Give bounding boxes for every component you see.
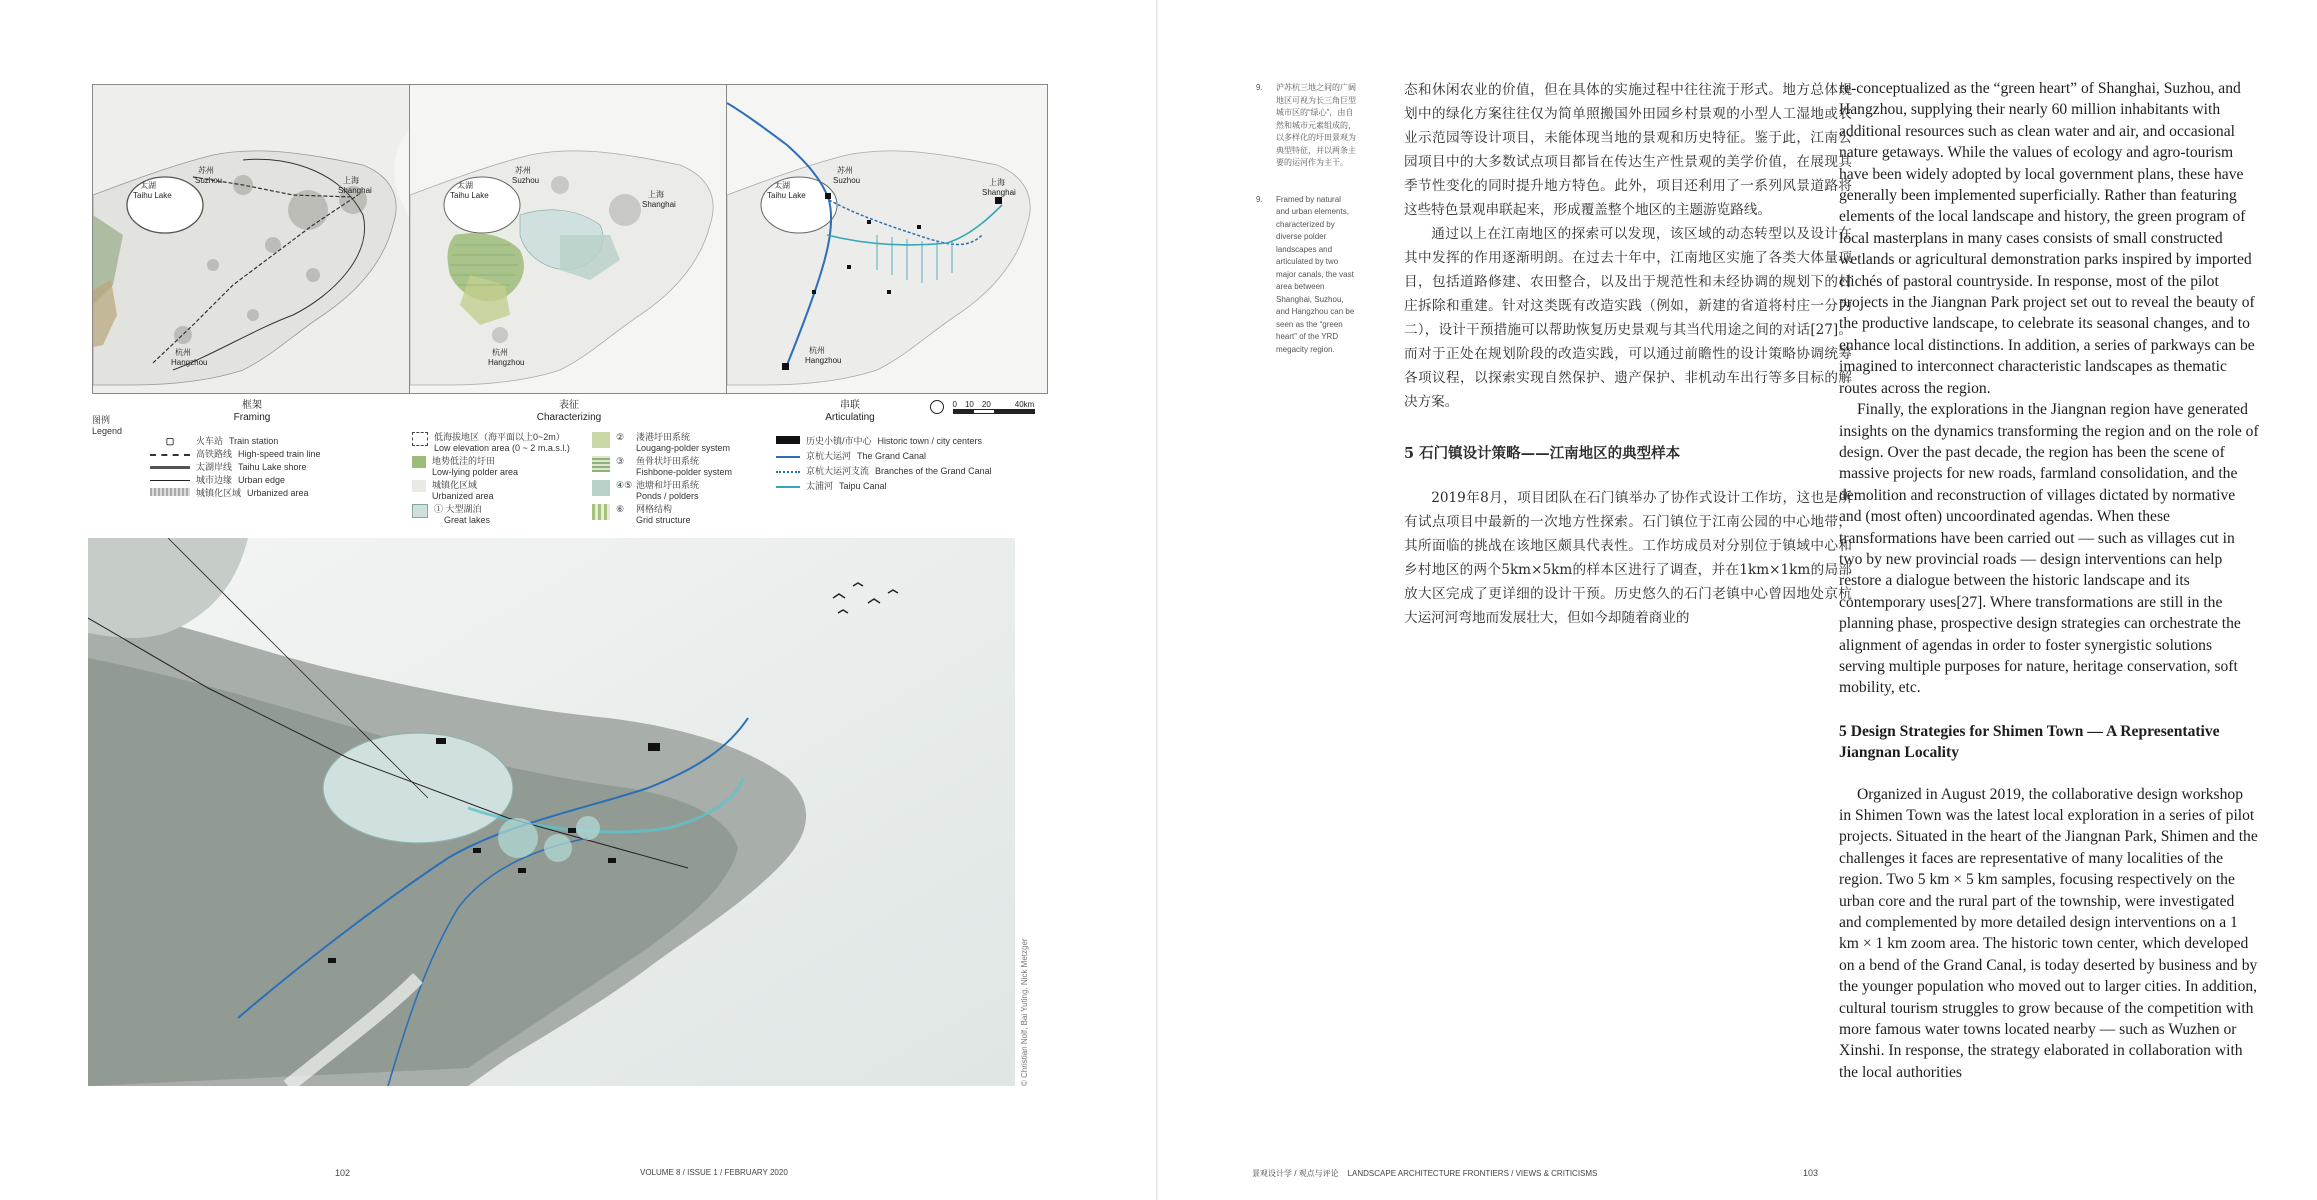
legend-item: ③ 鱼骨状圩田系统 Fishbone-polder system: [592, 456, 732, 478]
art-shanghai-cn: 上海: [989, 178, 1005, 187]
fishbone-polder-icon: [592, 456, 610, 472]
framing-shanghai-cn: 上海: [343, 176, 359, 185]
framing-suzhou-en: Suzhou: [195, 176, 223, 185]
legend-item: 城镇化区域 Urbanized area: [150, 488, 309, 499]
scale-ticks: [953, 400, 1035, 409]
legend-item: 太浦河 Taipu Canal: [776, 481, 887, 492]
en-section-heading: 5 Design Strategies for Shimen Town — A Representative Jiangnan Locality: [1839, 722, 2220, 762]
aerial-illustration-drawing: [88, 538, 1015, 1086]
framing-heading-en: Framing: [233, 412, 271, 423]
framing-shanghai-en: Shanghai: [338, 186, 372, 195]
characterizing-map-drawing: [410, 85, 730, 393]
figure-note: [1256, 194, 1356, 365]
art-suzhou-en: Suzhou: [833, 176, 861, 185]
legend-item: 历史小镇/市中心 Historic town / city centers: [776, 436, 982, 447]
footer-issue: VOLUME 8 / ISSUE 1 / FEBRUARY 2020: [640, 1168, 788, 1177]
train-line-icon: [150, 454, 190, 456]
scale-tick: 0: [952, 400, 957, 409]
char-hangzhou-en: Hangzhou: [488, 358, 525, 367]
legend-item: ▢ 火车站 Train station: [150, 436, 278, 447]
articulating-heading-cn: 串联: [840, 400, 860, 411]
polder-area-icon: [412, 456, 426, 468]
char-shanghai-en: Shanghai: [642, 200, 676, 209]
scale-bar: [930, 400, 1035, 414]
image-credit: © Christian Nolf, Bai Yuting, Nick Metzger: [1020, 938, 1029, 1086]
footer-journal-cn: 景观设计学 / 观点与评论: [1252, 1169, 1339, 1178]
articulating-map: [726, 84, 1048, 394]
char-suzhou-cn: 苏州: [515, 166, 531, 175]
train-station-icon: ▢: [165, 436, 175, 446]
urbanized-area-icon: [412, 480, 426, 492]
legend-item: ① 大型湖泊 Great lakes: [412, 504, 490, 526]
legend-item: 京杭大运河支流 Branches of the Grand Canal: [776, 466, 992, 477]
art-hangzhou-en: Hangzhou: [805, 356, 842, 365]
characterizing-heading: [409, 400, 729, 424]
footer-page-number: 103: [1803, 1168, 1819, 1178]
framing-taihu-cn: 太湖: [140, 181, 156, 190]
footer-journal-en: LANDSCAPE ARCHITECTURE FRONTIERS / VIEWS & CRITICISMS: [1347, 1169, 1598, 1178]
characterizing-map: [409, 84, 731, 394]
art-suzhou-cn: 苏州: [837, 166, 853, 175]
chinese-column: [1404, 78, 1852, 630]
cn-paragraph: 通过以上在江南地区的探索可以发现，该区域的动态转型以及设计在其中发挥的作用逐渐明朗。在过去十年中，江南地区实施了各类大体量项目，包括道路修建、农田整合，以及出于规范性和未经协调的规划下的村庄拆除和重建。针对这类既有改造实践（例如，新建的省道将村庄一分为二），设计干预措施可以帮助恢复历史景观与其当代用途之间的对话[27]。而对于正处在规划阶段的改造实践，可以通过前瞻性的设计策略协调统筹各项议程，以探索实现自然保护、遗产保护、非机动车出行等多目标的解决方案。: [1404, 226, 1852, 410]
north-arrow-icon: [930, 400, 944, 414]
urban-edge-icon: [150, 480, 190, 481]
art-hangzhou-cn: 杭州: [809, 346, 825, 355]
ponds-polders-icon: [592, 480, 610, 496]
historic-town-icon: [776, 436, 800, 444]
framing-suzhou-cn: 苏州: [198, 166, 214, 175]
framing-hangzhou-cn: 杭州: [175, 348, 191, 357]
note-number: 9.: [1256, 194, 1263, 204]
cn-paragraph: 态和休闲农业的价值，但在具体的实施过程中往往流于形式。地方总体规划中的绿化方案往往仅为简单照搬国外田园乡村景观的小型人工湿地或农业示范园等设计项目，未能体现当地的景观和历史特征。鉴于此，江南公园项目中的大多数试点项目都旨在传达生产性景观的美学价值，在展现其季节性变化的同时提升地方特色。此外，项目还利用了一系列风景道路将这些特色景观串联起来，形成覆盖整个地区的主题游览路线。: [1404, 82, 1852, 218]
figure-notes: [1256, 82, 1356, 380]
canal-branches-icon: [776, 471, 800, 473]
framing-taihu-en: Taihu Lake: [133, 191, 172, 200]
legend-item: ⑥ 网格结构 Grid structure: [592, 504, 691, 526]
grid-structure-icon: [592, 504, 610, 520]
en-paragraph: re-conceptualized as the “green heart” of Shanghai, Suzhou, and Hangzhou, supplying their nearly 60 million inhabitants with additional resources such as clean water and air, and occasional nature getaways. While the values of ecology and agro-tourism have been widely adopted by local government plans, these have generally been implemented superficially. Rather than featuring elements of the local landscape and history, the green program of local masterplans in many cases consists of small constructed wetlands or agricultural demonstration parks inspired by imported clichés of pastoral countryside. In response, most of the pilot projects in the Jiangnan Park project set out to reveal the beauty of the productive landscape, to celebrate its seasonal changes, and to enhance local distinctions. In addition, a series of parkways can be imagined to interconnect characteristic landscapes as thematic routes across the region.: [1839, 80, 2255, 397]
legend-item: ④⑤ 池塘和圩田系统 Ponds / polders: [592, 480, 699, 502]
framing-hangzhou-en: Hangzhou: [171, 358, 208, 367]
scale-bar-graphic: [953, 409, 1035, 414]
lake-shore-icon: [150, 466, 190, 469]
articulating-heading-en: Articulating: [825, 412, 875, 423]
footer-page-number: 102: [335, 1168, 351, 1178]
low-elevation-icon: [412, 432, 428, 446]
legend-item: 高铁路线 High-speed train line: [150, 449, 321, 460]
framing-heading-cn: 框架: [242, 400, 262, 411]
english-column: [1839, 78, 2259, 1083]
char-hangzhou-cn: 杭州: [492, 348, 508, 357]
char-taihu-en: Taihu Lake: [450, 191, 489, 200]
scale-tick: 20: [981, 400, 991, 409]
taipu-canal-icon: [776, 486, 800, 488]
scale-tick: 40km: [1014, 400, 1035, 409]
legend-item: 低海拔地区（海平面以上0~2m） Low elevation area (0 ~ 2 m.a.s.l.): [412, 432, 570, 454]
char-suzhou-en: Suzhou: [512, 176, 540, 185]
note-text-en: Framed by natural and urban elements, characterized by diverse polder landscapes and articulated by two major canals, the vast area between Shanghai, Suzhou, and Hangzhou can be seen as the “green heart” of the YRD megacity region.: [1276, 194, 1355, 354]
articulating-map-drawing: [727, 85, 1047, 393]
art-shanghai-en: Shanghai: [982, 188, 1016, 197]
characterizing-heading-cn: 表征: [559, 400, 579, 411]
char-taihu-cn: 太湖: [457, 181, 473, 190]
aerial-illustration: [88, 538, 1015, 1086]
legend-title-cn: 图例: [92, 415, 111, 425]
framing-heading: [92, 400, 412, 424]
legend-item: 城镇化区域 Urbanized area: [412, 480, 494, 502]
legend-item: 太湖岸线 Taihu Lake shore: [150, 462, 307, 473]
grand-canal-icon: [776, 456, 800, 458]
note-text-cn: 沪苏杭三地之间的广阔地区可视为长三角巨型城市区的“绿心”，由自然和城市元素组成的，以多样化的圩田景观为典型特征，并以两条主要的运河作为主干。: [1276, 83, 1356, 167]
char-shanghai-cn: 上海: [648, 190, 664, 199]
legend-item: ② 溇港圩田系统 Lougang-polder system: [592, 432, 730, 454]
articulating-heading: [750, 400, 950, 424]
legend-item: 京杭大运河 The Grand Canal: [776, 451, 926, 462]
characterizing-heading-en: Characterizing: [536, 412, 602, 423]
framing-map-drawing: [93, 85, 413, 393]
legend-item: 城市边缘 Urban edge: [150, 475, 285, 486]
left-page: [0, 0, 1158, 1200]
right-page: [1158, 0, 2317, 1200]
great-lakes-icon: [412, 504, 428, 518]
figure-note: [1256, 82, 1356, 178]
art-taihu-cn: 太湖: [774, 181, 790, 190]
urbanized-area-icon: [150, 488, 190, 496]
en-paragraph: Finally, the explorations in the Jiangnan region have generated insights on the dynamics transforming the region and on the role of design. Over the past decade, the region has been the scene of massive projects for new roads, farmland consolidation, and the demolition and reconstruction of villages dictated by normative and (most often) uncoordinated agendas. When these transformations have been carried out — such as villages cut in two by new provincial roads — design interventions can help restore a dialogue between the historic landscape and its contemporary uses[27]. Where transformations are still in the planning phase, prospective design strategies can orchestrate the alignment of agendas in order to foster synergistic solutions serving multiple purposes for nature, heritage conservation, soft mobility, etc.: [1839, 401, 2259, 697]
legend-title-en: Legend: [92, 426, 123, 436]
framing-map: [92, 84, 414, 394]
legend-title: [92, 415, 122, 437]
cn-section-heading: 5 石门镇设计策略——江南地区的典型样本: [1404, 445, 1681, 462]
scale-tick: 10: [964, 400, 974, 409]
en-paragraph: Organized in August 2019, the collaborative design workshop in Shimen Town was the latest local exploration in a series of pilot projects. Situated in the heart of the Jiangnan Park, Shimen and the challenges it faces are representative of many localities of the region. Two 5 km × 5 km samples, focusing respectively on the urban core and the rural part of the township, were investigated and complemented by more detailed design interventions on a 1 km × 1 km zoom area. The historic town center, which developed on a bend of the Grand Canal, is today deserted by business and by the younger population who moved out to larger cities. In addition, cultural tourism struggles to grow because of the competition with more famous water towns located nearby — such as Wuzhen or Xinshi. In response, the strategy elaborated in collaboration with the local authorities: [1839, 785, 2258, 1081]
cn-paragraph: 2019年8月，项目团队在石门镇举办了协作式设计工作坊，这也是所有试点项目中最新的一次地方性探索。石门镇位于江南公园的中心地带，其所面临的挑战在该地区颇具代表性。工作坊成员对分别位于镇域中心和乡村地区的两个5km×5km的样本区进行了调查，并在1km×1km的局部放大区完成了更详细的设计干预。历史悠久的石门老镇中心曾因地处京杭大运河河弯地而发展壮大，但如今却随着商业的: [1404, 490, 1852, 626]
legend-item: 地势低洼的圩田 Low-lying polder area: [412, 456, 518, 478]
art-taihu-en: Taihu Lake: [767, 191, 806, 200]
footer-journal: [1252, 1168, 1597, 1179]
note-number: 9.: [1256, 83, 1263, 92]
lougang-polder-icon: [592, 432, 610, 448]
